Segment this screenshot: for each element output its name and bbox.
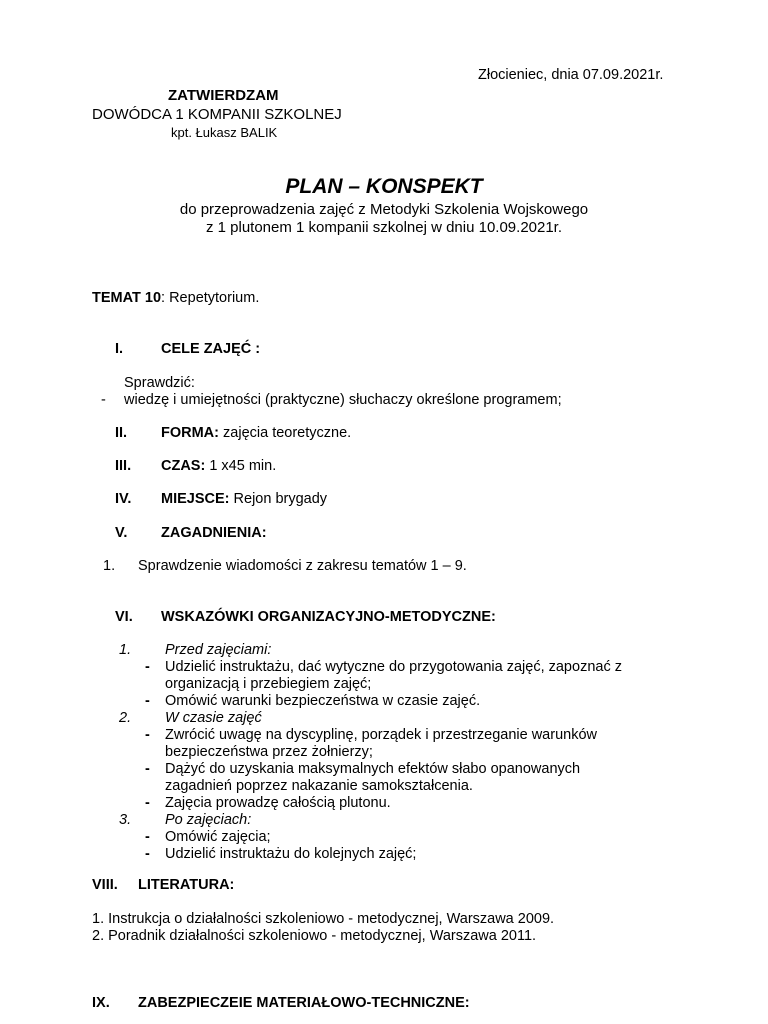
wsk-g3-b1-dash: -	[145, 829, 150, 845]
wsk-group1-num: 1.	[119, 642, 132, 658]
miejsce-value: Rejon brygady	[229, 491, 328, 507]
wsk-g2-b1-dash: -	[145, 727, 150, 743]
title-subline-1: do przeprowadzenia zajęć z Metodyki Szkolenia Wojskowego	[179, 201, 589, 218]
section-heading-cele: CELE ZAJĘĆ :	[161, 341, 261, 357]
approval-heading: ZATWIERDZAM	[168, 87, 279, 104]
czas-label: CZAS:	[161, 458, 206, 474]
miejsce-label: MIEJSCE:	[161, 491, 230, 507]
section-num-forma: II.	[115, 425, 128, 441]
forma-value: zajęcia teoretyczne.	[219, 425, 352, 441]
section-num-czas: III.	[115, 458, 132, 474]
topic-label: TEMAT 10	[92, 290, 162, 306]
commander-name: kpt. Łukasz BALIK	[171, 125, 278, 140]
zagadnienia-item-num: 1.	[103, 558, 116, 574]
wsk-g2-b3: Zajęcia prowadzę całością plutonu.	[165, 795, 391, 811]
wsk-group3-title: Po zajęciach:	[165, 812, 252, 828]
wsk-g2-b1-line2: bezpieczeństwa przez żołnierzy;	[165, 744, 373, 760]
section-forma	[161, 425, 351, 442]
section-heading-zagadnienia: ZAGADNIENIA:	[161, 525, 267, 541]
cele-bullet: wiedzę i umiejętności (praktyczne) słuchaczy określone programem;	[124, 392, 562, 408]
topic-line	[92, 290, 259, 307]
section-num-literatura: VIII.	[92, 877, 118, 893]
document-title: PLAN – KONSPEKT	[285, 175, 483, 198]
zagadnienia-item: Sprawdzenie wiadomości z zakresu tematów 1 – 9.	[138, 558, 467, 574]
wsk-g2-b2-line1: Dążyć do uzyskania maksymalnych efektów słabo opanowanych	[165, 761, 581, 777]
wsk-group3-num: 3.	[119, 812, 132, 828]
section-num-cele: I.	[115, 341, 124, 357]
wsk-g2-b3-dash: -	[145, 795, 150, 811]
section-num-zabezpieczenie: IX.	[92, 995, 110, 1011]
section-num-wskazowki: VI.	[115, 609, 133, 625]
title-subline-2: z 1 plutonem 1 kompanii szkolnej w dniu 10.09.2021r.	[205, 219, 563, 236]
section-num-zagadnienia: V.	[115, 525, 128, 541]
czas-value: 1 x45 min.	[205, 458, 277, 474]
wsk-g1-b1-line1: Udzielić instruktażu, dać wytyczne do przygotowania zajęć, zapoznać z	[165, 659, 622, 675]
cele-intro: Sprawdzić:	[124, 375, 195, 391]
literatura-item-1: 1. Instrukcja o działalności szkoleniowo - metodycznej, Warszawa 2009.	[92, 911, 555, 927]
wsk-g2-b2-dash: -	[145, 761, 150, 777]
commander-title: DOWÓDCA 1 KOMPANII SZKOLNEJ	[92, 106, 342, 123]
section-miejsce	[161, 491, 327, 508]
section-czas	[161, 458, 276, 475]
wsk-g2-b1-line1: Zwrócić uwagę na dyscyplinę, porządek i przestrzeganie warunków	[165, 727, 597, 743]
wsk-group1-title: Przed zajęciami:	[165, 642, 272, 658]
cele-dash: -	[101, 392, 106, 408]
section-heading-wskazowki: WSKAZÓWKI ORGANIZACYJNO-METODYCZNE:	[161, 609, 496, 625]
literatura-item-2: 2. Poradnik działalności szkoleniowo - metodycznej, Warszawa 2011.	[92, 928, 537, 944]
wsk-g1-b2: Omówić warunki bezpieczeństwa w czasie zajęć.	[165, 693, 481, 709]
wsk-group2-title: W czasie zajęć	[165, 710, 262, 726]
place-date: Złocieniec, dnia 07.09.2021r.	[478, 67, 664, 83]
section-heading-literatura: LITERATURA:	[138, 877, 235, 893]
section-num-miejsce: IV.	[115, 491, 132, 507]
wsk-g3-b1: Omówić zajęcia;	[165, 829, 271, 845]
wsk-g1-b1-dash: -	[145, 659, 150, 675]
section-heading-zabezpieczenie: ZABEZPIECZEIE MATERIAŁOWO-TECHNICZNE:	[138, 995, 470, 1011]
wsk-g1-b2-dash: -	[145, 693, 150, 709]
forma-label: FORMA:	[161, 425, 219, 441]
wsk-g2-b2-line2: zagadnień poprzez nakazanie samokształcenia.	[165, 778, 473, 794]
topic-value: : Repetytorium.	[161, 290, 260, 306]
wsk-g3-b2-dash: -	[145, 846, 150, 862]
wsk-g3-b2: Udzielić instruktażu do kolejnych zajęć;	[165, 846, 417, 862]
wsk-group2-num: 2.	[119, 710, 132, 726]
wsk-g1-b1-line2: organizacją i przebiegiem zajęć;	[165, 676, 372, 692]
